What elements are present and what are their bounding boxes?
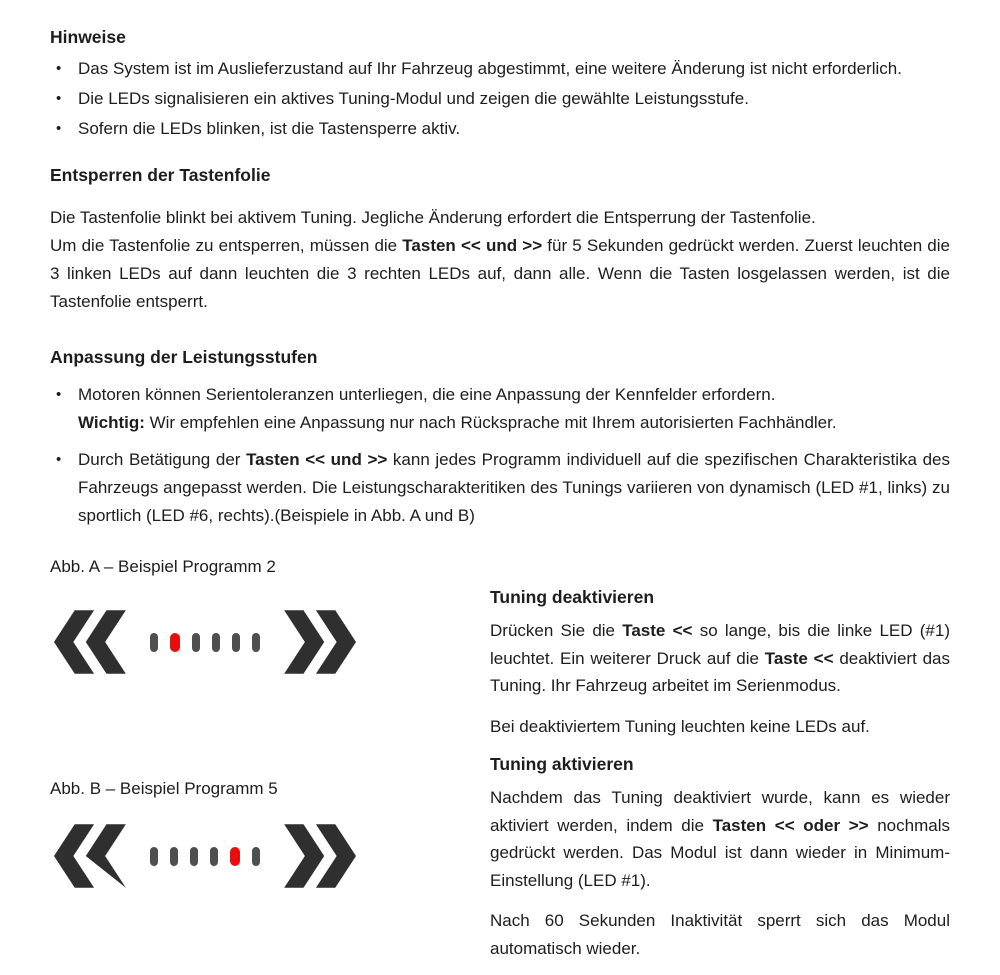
list-item (50, 381, 950, 437)
text-run: kann jedes Programm individuell auf die spezifischen Charakteristika des Fahrzeugs angepasst werden. Die Leistungscharakteritiken des Tunings variieren von dynamisch (LED #1, links) zu sportlich (LED #6, rechts).(Beispiele in Abb. A und B) (78, 450, 950, 525)
figure-b-led-panel (54, 824, 490, 888)
anpassung-bullet-1 (78, 381, 950, 437)
text-run: Motoren können Serientoleranzen unterliegen, die eine Anpassung der Kennfelder erfordern. (78, 385, 776, 404)
bold-keys-text: Tasten << oder >> (712, 815, 869, 835)
led-strip (150, 847, 260, 866)
led-off (252, 633, 260, 652)
double-chevron-right-icon (280, 610, 356, 674)
two-column-zone (50, 586, 950, 975)
text-run: nochmals gedrückt werden. Das Modul ist dann wieder in Minimum-Einstellung (LED #1). (490, 815, 950, 890)
text-run: Drücken Sie die (490, 621, 623, 640)
section-hinweise (50, 26, 950, 142)
bold-keys-text: Tasten << und >> (246, 450, 388, 469)
section-entsperren (50, 164, 950, 316)
tuning-deaktivieren-paragraph-2: Bei deaktiviertem Tuning leuchten keine LEDs auf. (490, 716, 870, 736)
double-chevron-left-icon (54, 824, 130, 888)
led-on (230, 847, 240, 866)
led-off (170, 847, 178, 866)
led-off (150, 847, 158, 866)
hinweise-bullet-2: Die LEDs signalisieren ein aktives Tuning-Modul und zeigen die gewählte Leistungsstufe. (78, 89, 749, 108)
bullet-marker: • (56, 90, 62, 107)
led-off (190, 847, 198, 866)
led-off (210, 847, 218, 866)
led-off (212, 633, 220, 652)
wichtig-label: Wichtig: (78, 413, 145, 432)
hinweise-heading: Hinweise (50, 27, 126, 47)
bold-key-text: Taste << (764, 648, 834, 668)
list-item (50, 86, 950, 112)
figure-b-caption: Abb. B – Beispiel Programm 5 (50, 779, 278, 798)
hinweise-bullet-1: Das System ist im Auslieferzustand auf Ihr Fahrzeug abgestimmt, eine weitere Änderung ist nicht erforderlich. (78, 59, 902, 78)
entsperren-paragraph-2 (50, 232, 950, 316)
double-chevron-left-icon (54, 610, 130, 674)
figures-column (50, 586, 490, 975)
hinweise-list (50, 56, 950, 142)
list-item (50, 56, 950, 82)
tuning-deaktivieren-heading: Tuning deaktivieren (490, 587, 655, 607)
bold-key-text: Taste << (622, 621, 693, 640)
entsperren-body (50, 204, 950, 316)
figure-a-led-panel (54, 610, 490, 674)
list-item (50, 116, 950, 142)
hinweise-bullet-3: Sofern die LEDs blinken, ist die Tastensperre aktiv. (78, 119, 461, 138)
figure-a-caption: Abb. A – Beispiel Programm 2 (50, 557, 276, 576)
anpassung-list (50, 381, 950, 530)
text-run: so lange, bis die linke LED (#1) leuchtet. Ein weiterer Druck auf die (490, 621, 950, 668)
led-off (252, 847, 260, 866)
led-off (192, 633, 200, 652)
led-strip (150, 633, 260, 652)
text-run: für 5 Sekunden gedrückt werden. Zuerst leuchten die 3 linken LEDs auf dann leuchten die 3 rechten LEDs auf, dann alle. Wenn die Tasten losgelassen werden, ist die Tastenfolie entsperrt. (50, 236, 950, 311)
double-chevron-right-icon (280, 824, 356, 888)
text-run: Um die Tastenfolie zu entsperren, müssen die (50, 236, 403, 255)
led-off (150, 633, 158, 652)
tuning-aktivieren-paragraph-1 (490, 784, 950, 894)
anpassung-heading: Anpassung der Leistungsstufen (50, 347, 318, 367)
tuning-aktivieren-heading: Tuning aktivieren (490, 754, 634, 774)
entsperren-heading: Entsperren der Tastenfolie (50, 165, 271, 185)
bullet-marker: • (56, 60, 62, 77)
text-column (490, 586, 950, 975)
bullet-marker: • (56, 120, 62, 137)
entsperren-paragraph-1: Die Tastenfolie blinkt bei aktivem Tuning. Jegliche Änderung erfordert die Entsperrung der Tastenfolie. (50, 208, 816, 227)
list-item (50, 446, 950, 530)
text-run: deaktiviert das Tuning. Ihr Fahrzeug arbeitet im Serienmodus. (490, 648, 950, 695)
text-run: Nachdem das Tuning deaktiviert wurde, kann es wieder aktiviert werden, indem die (490, 788, 950, 835)
bullet-marker: • (56, 386, 62, 403)
tuning-deaktivieren-paragraph-1 (490, 617, 950, 700)
bullet-marker: • (56, 451, 62, 468)
led-on (170, 633, 180, 652)
text-run: Wir empfehlen eine Anpassung nur nach Rücksprache mit Ihrem autorisierten Fachhändler. (144, 413, 837, 432)
anpassung-bullet-2 (78, 446, 950, 530)
bold-keys-text: Tasten << und >> (402, 236, 543, 255)
led-off (232, 633, 240, 652)
section-anpassung (50, 346, 950, 530)
tuning-aktivieren-paragraph-2: Nach 60 Sekunden Inaktivität sperrt sich das Modul automatisch wieder. (490, 911, 950, 958)
text-run: Durch Betätigung der (78, 450, 247, 469)
